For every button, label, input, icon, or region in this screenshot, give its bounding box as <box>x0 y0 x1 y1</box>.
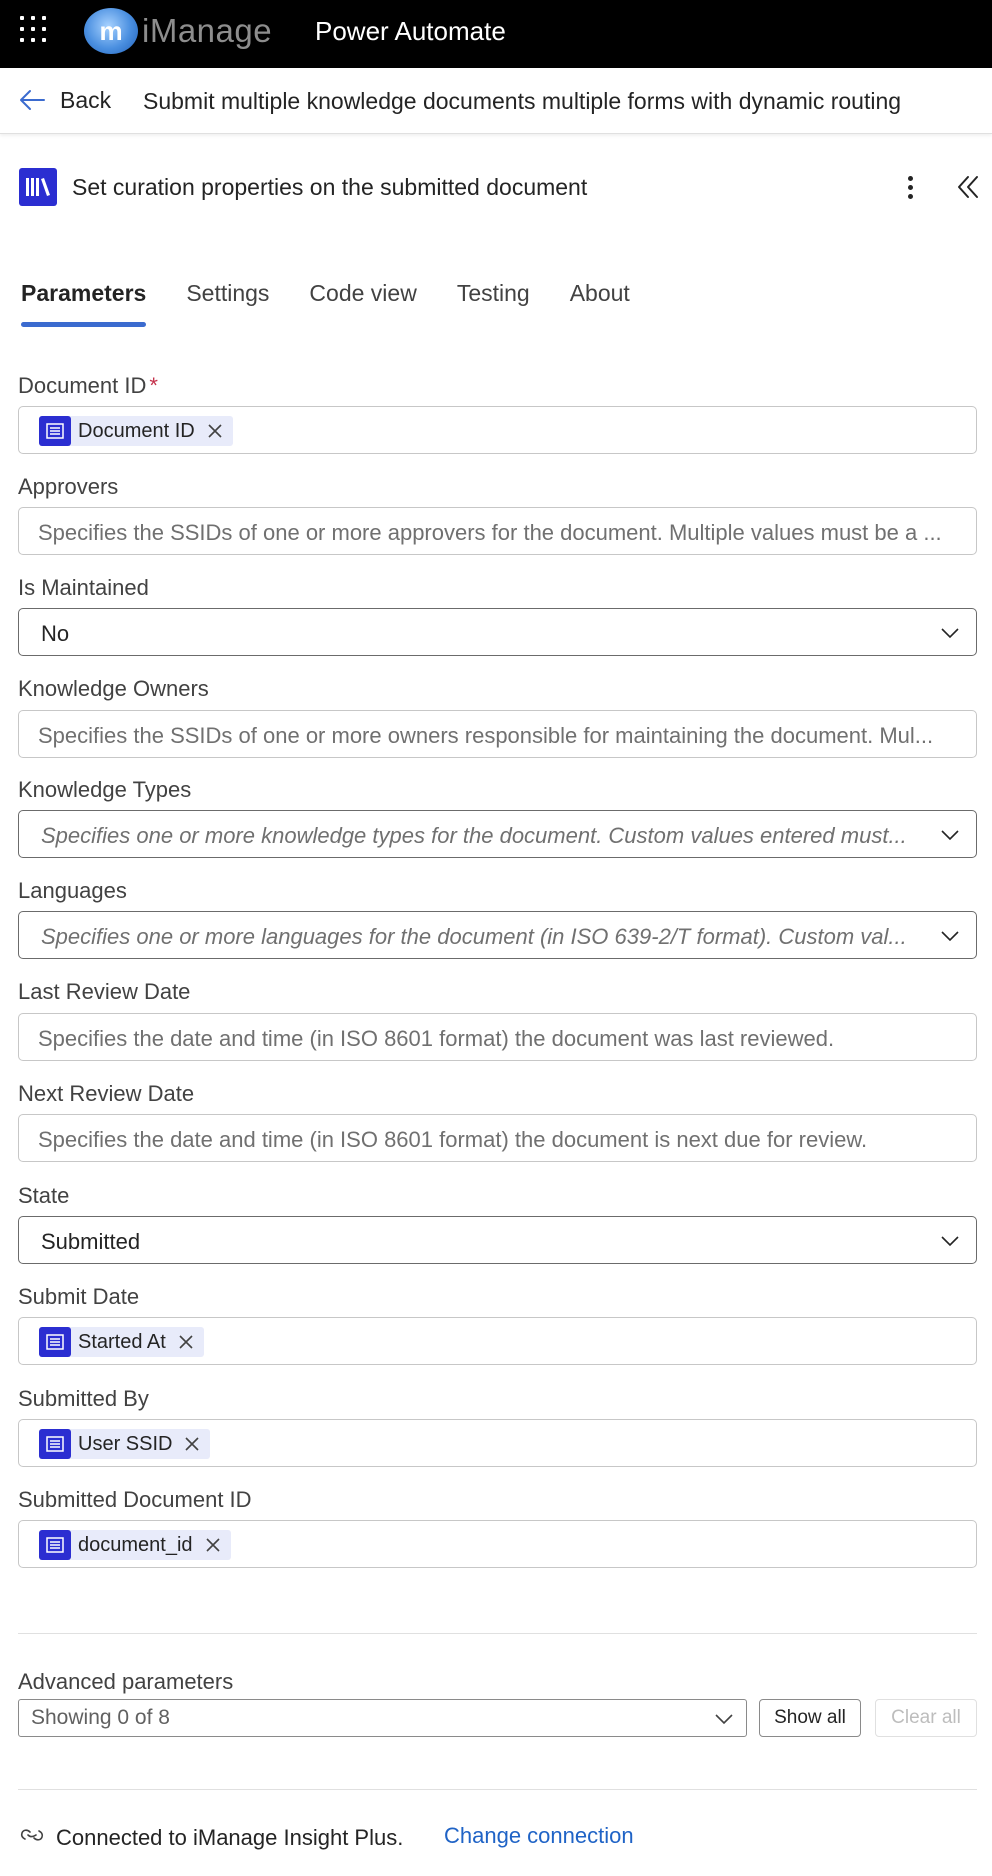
header-bar <box>0 68 992 134</box>
knowledge-types-label: Knowledge Types <box>18 777 192 802</box>
advanced-parameters-value: Showing 0 of 8 <box>31 1706 170 1729</box>
connection-status: Connected to iManage Insight Plus. <box>56 1825 404 1850</box>
is-maintained-value: No <box>41 621 70 646</box>
document-id-label: Document ID * <box>18 373 158 398</box>
state-select[interactable] <box>18 1216 977 1264</box>
knowledge-owners-label: Knowledge Owners <box>18 676 209 701</box>
is-maintained-select[interactable] <box>18 608 977 656</box>
section-divider <box>18 1633 977 1634</box>
token-label: Started At <box>78 1330 166 1353</box>
section-divider <box>18 1789 977 1790</box>
tab-about[interactable]: About <box>569 280 630 306</box>
submitted-document-id-field[interactable] <box>18 1520 977 1568</box>
is-maintained-label: Is Maintained <box>18 575 149 600</box>
required-mark: * <box>149 373 158 398</box>
approvers-input[interactable] <box>18 507 977 555</box>
document-id-field[interactable] <box>18 406 977 454</box>
tab-settings[interactable]: Settings <box>186 280 270 306</box>
languages-placeholder: Specifies one or more languages for the document (in ISO 639-2/T format). Custom val... <box>41 924 907 949</box>
close-icon[interactable] <box>207 423 223 439</box>
app-title: Power Automate <box>315 16 506 46</box>
back-label: Back <box>60 86 112 113</box>
state-label: State <box>18 1183 70 1208</box>
tab-testing[interactable]: Testing <box>456 280 530 306</box>
document-id-token <box>39 416 233 446</box>
approvers-label: Approvers <box>18 474 119 499</box>
submitted-document-id-token <box>39 1530 231 1560</box>
knowledge-owners-input[interactable] <box>18 710 977 758</box>
submit-date-field[interactable] <box>18 1317 977 1365</box>
submitted-by-label: Submitted By <box>18 1386 149 1411</box>
back-button[interactable] <box>18 86 111 114</box>
link-icon <box>19 1824 45 1846</box>
token-list-icon <box>39 1327 71 1357</box>
action-title: Set curation properties on the submitted document <box>72 174 588 200</box>
chevron-down-icon <box>940 825 960 845</box>
arrow-left-icon <box>18 86 46 114</box>
imanage-logo-icon: m <box>84 8 138 54</box>
submit-date-token <box>39 1327 204 1357</box>
brand-logo <box>84 8 272 54</box>
last-review-date-input[interactable] <box>18 1013 977 1061</box>
next-review-date-label: Next Review Date <box>18 1081 195 1106</box>
languages-label: Languages <box>18 878 127 903</box>
knowledge-types-select[interactable] <box>18 810 977 858</box>
flow-title: Submit multiple knowledge documents multiple forms with dynamic routing <box>143 88 902 114</box>
advanced-parameters-select[interactable] <box>18 1699 747 1737</box>
chevron-down-icon <box>940 926 960 946</box>
token-label: Document ID <box>78 419 195 442</box>
last-review-date-placeholder: Specifies the date and time (in ISO 8601 format) the document was last reviewed. <box>38 1026 835 1051</box>
token-list-icon <box>39 1530 71 1560</box>
state-value: Submitted <box>41 1229 141 1254</box>
library-books-icon <box>19 168 57 206</box>
waffle-icon[interactable] <box>20 16 46 42</box>
tab-list <box>21 280 670 307</box>
brand-name: iManage <box>142 12 273 49</box>
change-connection-link[interactable]: Change connection <box>444 1823 634 1848</box>
chevron-down-icon <box>940 1231 960 1251</box>
token-list-icon <box>39 416 71 446</box>
tab-parameters[interactable]: Parameters <box>21 280 147 306</box>
more-vertical-icon[interactable] <box>900 172 920 202</box>
next-review-date-input[interactable] <box>18 1114 977 1162</box>
token-label: document_id <box>78 1533 193 1556</box>
next-review-date-placeholder: Specifies the date and time (in ISO 8601 format) the document is next due for review. <box>38 1127 868 1152</box>
top-bar <box>0 0 992 68</box>
close-icon[interactable] <box>205 1537 221 1553</box>
double-chevron-left-icon[interactable] <box>955 172 983 202</box>
languages-select[interactable] <box>18 911 977 959</box>
submitted-by-token <box>39 1429 210 1459</box>
chevron-down-icon <box>940 623 960 643</box>
advanced-parameters-label: Advanced parameters <box>18 1669 234 1694</box>
close-icon[interactable] <box>178 1334 194 1350</box>
approvers-placeholder: Specifies the SSIDs of one or more approvers for the document. Multiple values must be a ... <box>38 520 942 545</box>
token-list-icon <box>39 1429 71 1459</box>
show-all-button[interactable]: Show all <box>759 1699 861 1737</box>
last-review-date-label: Last Review Date <box>18 979 191 1004</box>
token-label: User SSID <box>78 1432 173 1455</box>
close-icon[interactable] <box>184 1436 200 1452</box>
clear-all-button[interactable]: Clear all <box>875 1699 977 1737</box>
knowledge-owners-placeholder: Specifies the SSIDs of one or more owners responsible for maintaining the document. Mul... <box>38 723 934 748</box>
chevron-down-icon <box>714 1709 734 1729</box>
knowledge-types-placeholder: Specifies one or more knowledge types for the document. Custom values entered must... <box>41 823 907 848</box>
tab-code-view[interactable]: Code view <box>309 280 417 306</box>
submitted-by-field[interactable] <box>18 1419 977 1467</box>
submit-date-label: Submit Date <box>18 1284 140 1309</box>
submitted-document-id-label: Submitted Document ID <box>18 1487 252 1512</box>
